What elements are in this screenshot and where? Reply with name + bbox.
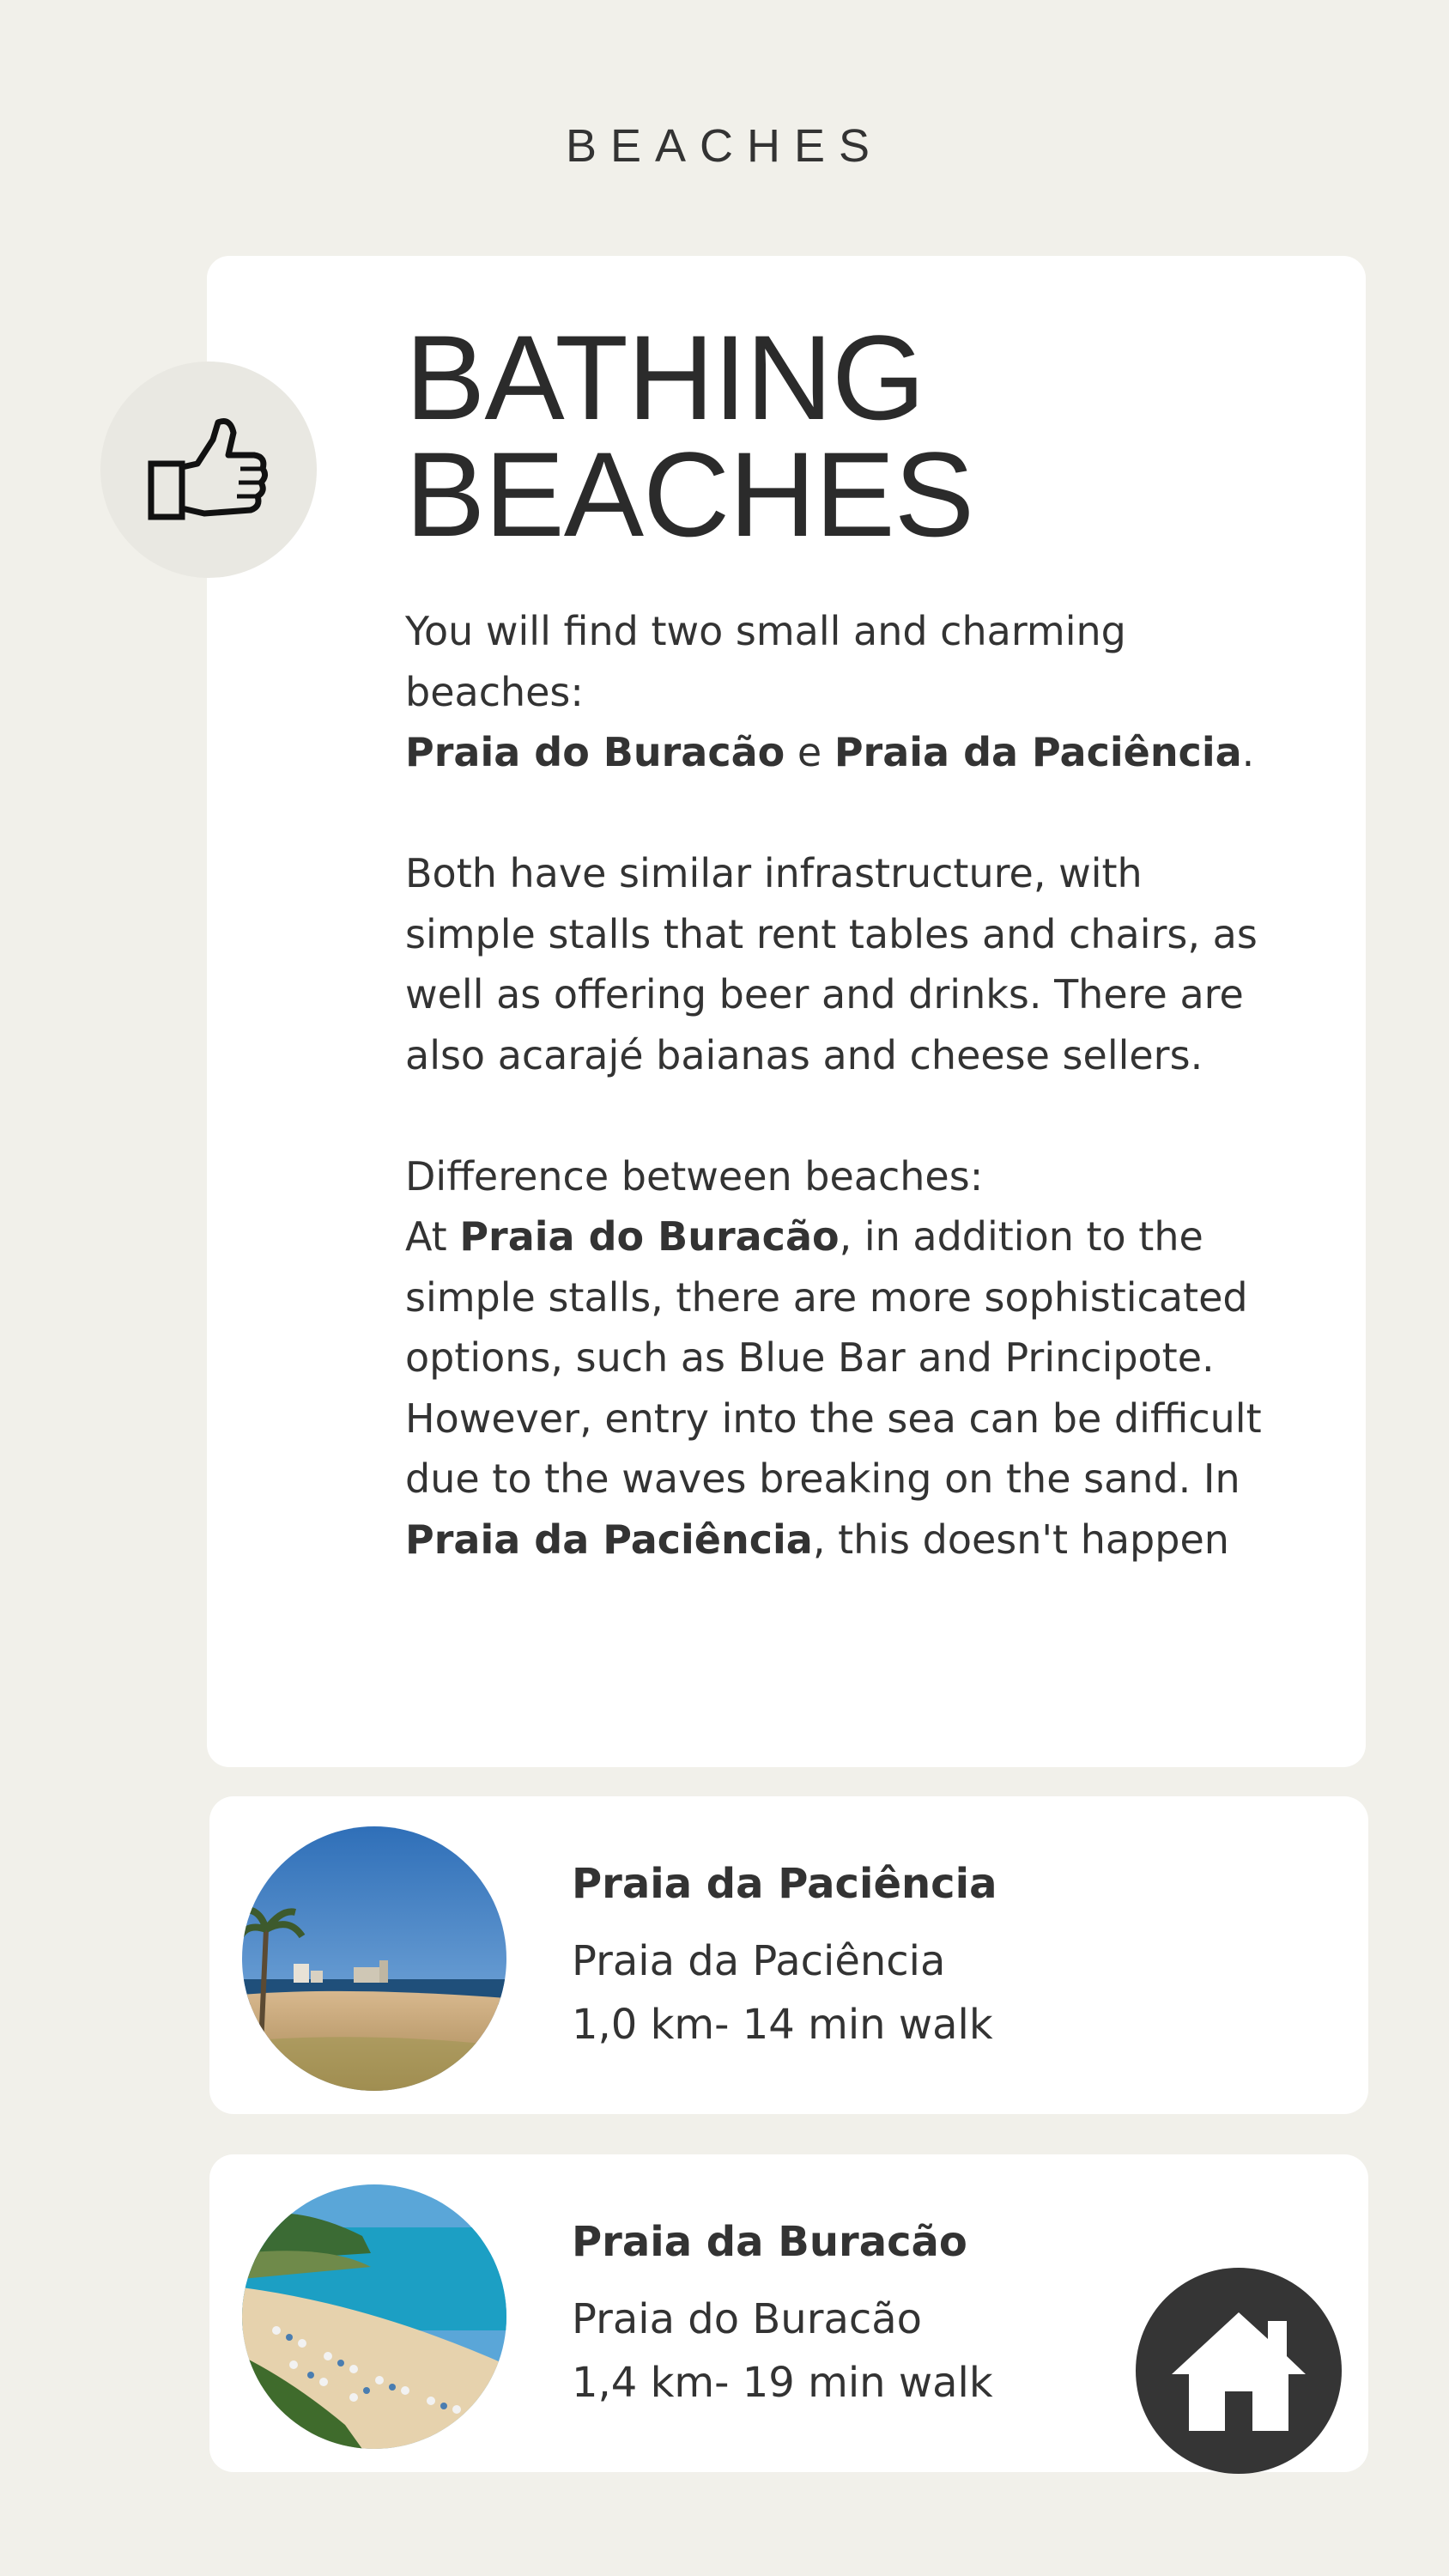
location-name: Praia da Buracão bbox=[572, 2218, 967, 2266]
beach-names-line bbox=[405, 722, 1281, 783]
beach-name-buracao: Praia do Buracão bbox=[405, 729, 785, 775]
difference-beach-buracao: Praia do Buracão bbox=[459, 1213, 840, 1260]
thumbs-up-icon bbox=[144, 414, 273, 526]
location-card-paciencia[interactable] bbox=[209, 1796, 1368, 2114]
beach-photo-buracao bbox=[242, 2184, 506, 2449]
home-icon bbox=[1161, 2302, 1316, 2439]
location-subtitle: Praia do Buracão bbox=[572, 2295, 923, 2343]
beach-photo-paciencia bbox=[242, 1826, 506, 2091]
beach-connector: e bbox=[785, 729, 834, 775]
location-name: Praia da Paciência bbox=[572, 1860, 997, 1908]
location-subtitle: Praia da Paciência bbox=[572, 1937, 946, 1985]
difference-beach-paciencia: Praia da Paciência bbox=[405, 1516, 813, 1563]
difference-body: , in addition to the simple stalls, there are more sophisticated options, such as Blue Bar and Principote. However, entry into the sea can be difficult due to the waves breaking on the sand. In bbox=[405, 1213, 1262, 1502]
section-title-line-2: BEACHES bbox=[405, 427, 974, 562]
beach-names-end: . bbox=[1241, 729, 1255, 775]
difference-at: At bbox=[405, 1213, 460, 1260]
thumbs-up-badge bbox=[100, 361, 317, 578]
location-distance: 1,0 km- 14 min walk bbox=[572, 2001, 993, 2049]
location-distance: 1,4 km- 19 min walk bbox=[572, 2359, 993, 2407]
difference-end: , this doesn't happen bbox=[812, 1516, 1229, 1563]
home-button[interactable] bbox=[1136, 2268, 1342, 2474]
difference-text bbox=[405, 1206, 1281, 1570]
difference-heading: Difference between beaches: bbox=[405, 1152, 984, 1200]
beaches-description bbox=[405, 601, 1281, 1570]
infrastructure-text: Both have similar infrastructure, with simple stalls that rent tables and chairs, as well as offering beer and drinks. There are also acarajé baianas and cheese sellers. bbox=[405, 850, 1258, 1078]
section-title bbox=[405, 310, 974, 562]
page-title: BEACHES bbox=[565, 120, 884, 172]
intro-text: You will find two small and charming beaches: bbox=[405, 608, 1126, 715]
beach-name-paciencia: Praia da Paciência bbox=[834, 729, 1242, 775]
section-title-line-1: BATHING bbox=[405, 310, 925, 445]
